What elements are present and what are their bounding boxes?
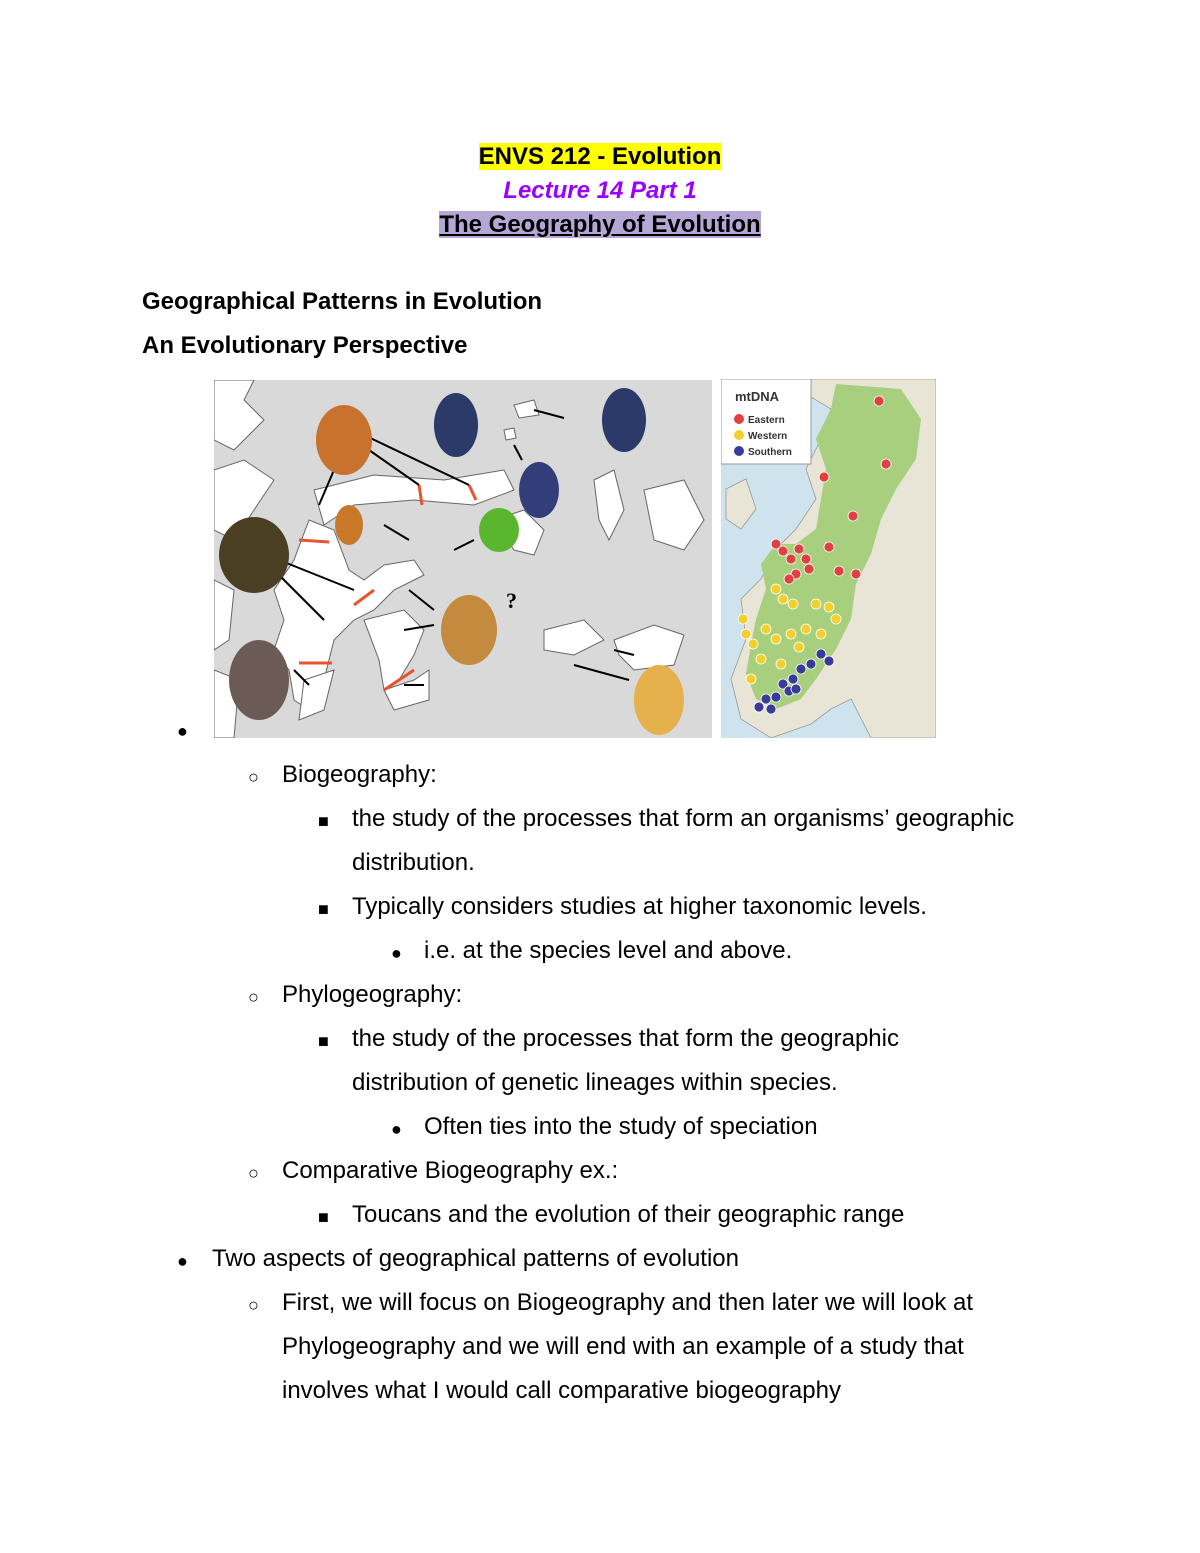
svg-text:mtDNA: mtDNA (735, 389, 780, 404)
biogeography-definition: the study of the processes that form an organisms’ geographic (352, 805, 1015, 832)
bullet-dot: ● (177, 721, 188, 741)
mtdna-map (721, 379, 936, 738)
toucans-example: Toucans and the evolution of their geographic range (352, 1201, 905, 1228)
bullet-square: ■ (318, 1031, 329, 1051)
biogeography-typically: Typically considers studies at higher taxonomic levels. (352, 893, 927, 920)
biogeography-definition-cont: distribution. (352, 849, 475, 876)
svg-text:Eastern: Eastern (748, 415, 785, 426)
bullet-square: ■ (318, 1207, 329, 1227)
legend-box (721, 379, 811, 464)
bullet-square: ■ (318, 811, 329, 831)
first-focus-cont2: involves what I would call comparative biogeography (282, 1377, 841, 1404)
question-mark: ? (506, 588, 517, 613)
svg-text:Western: Western (748, 431, 788, 442)
first-focus: First, we will focus on Biogeography and then later we will look at (282, 1289, 974, 1316)
topic-title: The Geography of Evolution (439, 211, 761, 238)
section-subheading: An Evolutionary Perspective (142, 332, 468, 359)
bullet-dot: ● (391, 1119, 402, 1139)
section-heading: Geographical Patterns in Evolution (142, 288, 543, 315)
comparative-label: Comparative Biogeography ex.: (282, 1157, 619, 1184)
phylogeography-definition-cont: distribution of genetic lineages within species. (352, 1069, 838, 1096)
biogeography-ie: i.e. at the species level and above. (424, 937, 793, 964)
island-lizard-map (214, 380, 712, 738)
bullet-circle: ○ (248, 1295, 259, 1315)
bullet-dot: ● (177, 1251, 188, 1271)
phylogeography-definition: the study of the processes that form the geographic (352, 1025, 899, 1052)
biogeography-label: Biogeography: (282, 761, 437, 788)
bullet-circle: ○ (248, 767, 259, 787)
bullet-square: ■ (318, 899, 329, 919)
phylogeography-often: Often ties into the study of speciation (424, 1113, 818, 1140)
bullet-dot: ● (391, 943, 402, 963)
course-title: ENVS 212 - Evolution (478, 143, 722, 170)
phylogeography-label: Phylogeography: (282, 981, 463, 1008)
first-focus-cont1: Phylogeography and we will end with an example of a study that (282, 1333, 964, 1360)
bullet-circle: ○ (248, 987, 259, 1007)
lecture-subtitle: Lecture 14 Part 1 (503, 177, 697, 204)
two-aspects: Two aspects of geographical patterns of evolution (212, 1245, 739, 1272)
svg-text:Southern: Southern (748, 447, 792, 458)
bullet-circle: ○ (248, 1163, 259, 1183)
